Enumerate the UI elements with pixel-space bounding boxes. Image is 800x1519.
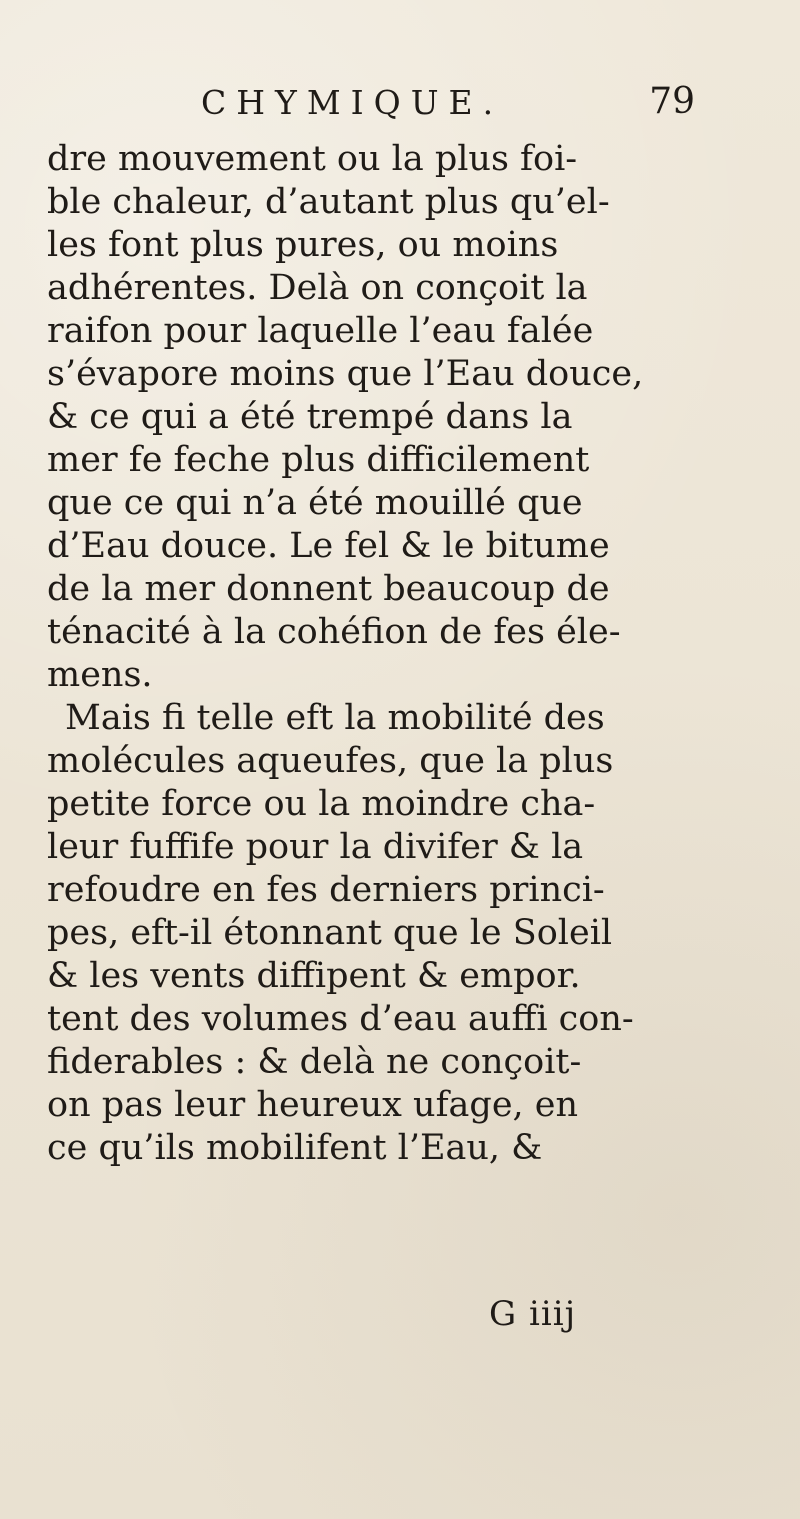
text-line: s’évapore moins que l’Eau douce, xyxy=(47,354,644,394)
text-line: Mais fi telle eft la mobilité des xyxy=(65,698,605,738)
text-line: ce qu’ils mobilifent l’Eau, & xyxy=(47,1128,543,1168)
text-line: d’Eau douce. Le fel & le bitume xyxy=(47,526,610,566)
text-line: leur fuffife pour la divifer & la xyxy=(47,827,584,867)
text-line: adhérentes. Delà on conçoit la xyxy=(47,268,588,308)
text-line: raifon pour laquelle l’eau falée xyxy=(47,311,594,351)
text-line: ténacité à la cohéfion de fes éle- xyxy=(47,612,621,652)
signature-mark: G iiij xyxy=(489,1294,577,1334)
text-line: les font plus pures, ou moins xyxy=(47,225,559,265)
running-title: CHYMIQUE. xyxy=(201,83,504,122)
text-line: mer fe feche plus difficilement xyxy=(47,440,590,480)
paragraph-1 xyxy=(47,138,753,697)
text-line: molécules aqueufes, que la plus xyxy=(47,741,614,781)
text-line: que ce qui n’a été mouillé que xyxy=(47,483,583,523)
page-number: 79 xyxy=(649,81,695,122)
text-line: on pas leur heureux ufage, en xyxy=(47,1085,579,1125)
text-line: mens. xyxy=(47,655,153,695)
page-content xyxy=(47,81,753,1334)
text-line: petite force ou la moindre cha- xyxy=(47,784,596,824)
text-line: fiderables : & delà ne conçoit- xyxy=(47,1042,582,1082)
text-line: dre mouvement ou la plus foi- xyxy=(47,139,578,179)
paragraph-2 xyxy=(47,697,753,1170)
text-line: tent des volumes d’eau auffi con- xyxy=(47,999,634,1039)
text-line: & les vents diffipent & empor. xyxy=(47,956,581,996)
text-line: de la mer donnent beaucoup de xyxy=(47,569,610,609)
text-line: pes, eft-il étonnant que le Soleil xyxy=(47,913,613,953)
text-line: refoudre en fes derniers princi- xyxy=(47,870,605,910)
text-line: ble chaleur, d’autant plus qu’el- xyxy=(47,182,610,222)
text-line: & ce qui a été trempé dans la xyxy=(47,397,573,437)
page-header xyxy=(47,81,753,138)
